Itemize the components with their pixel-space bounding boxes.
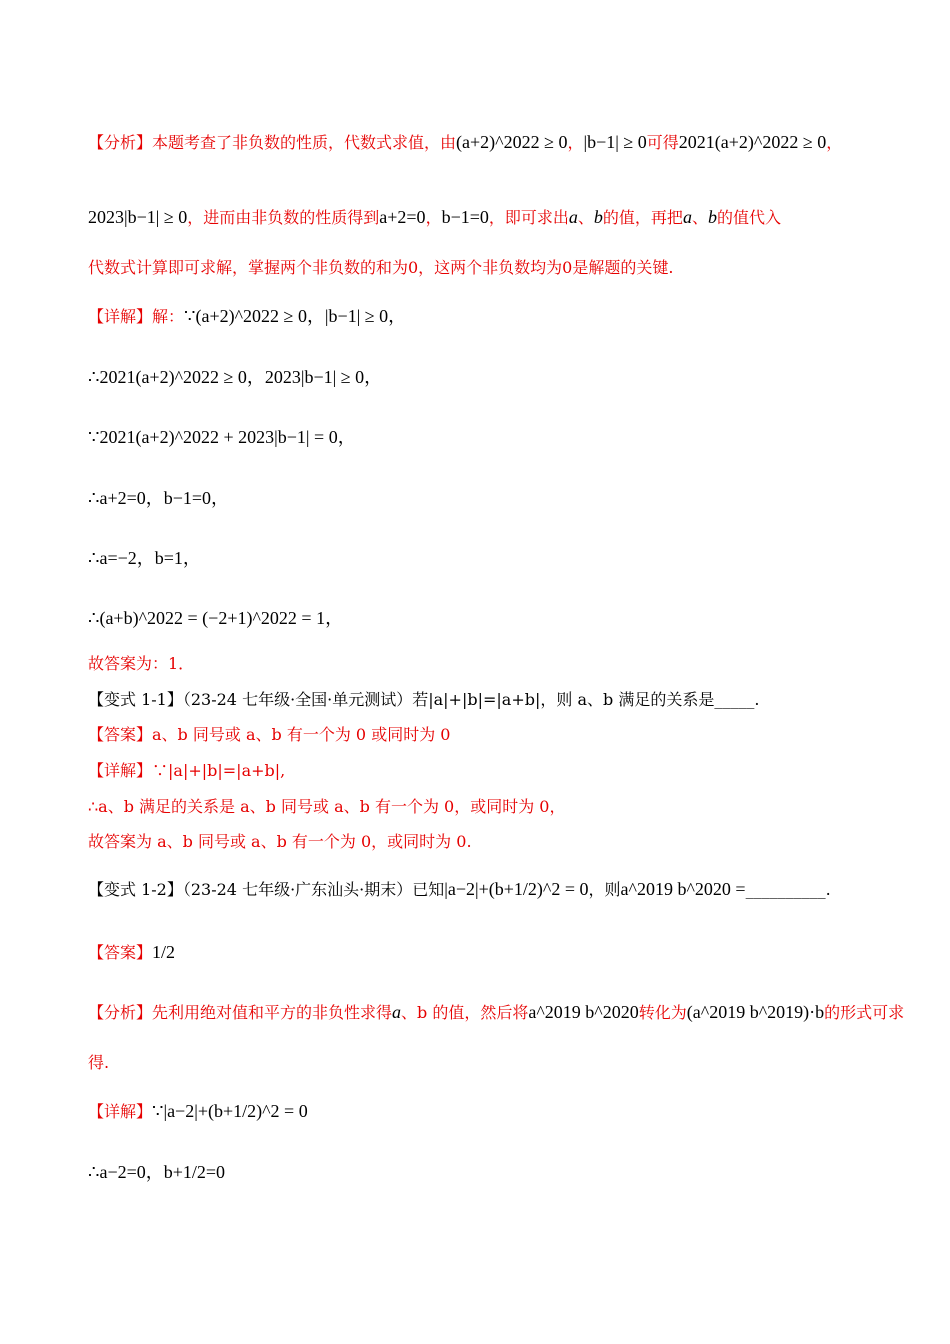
math-expression: a^2019 b^2020 =: [620, 879, 746, 899]
detail-label: 【详解】: [88, 1102, 153, 1121]
separator: 、: [577, 208, 594, 227]
analysis-line-1: [88, 130, 862, 155]
math-expression: ∵|a−2|+(b+1/2)^2 = 0: [152, 1101, 308, 1121]
variant-1-2-question: [88, 877, 862, 902]
analysis-text: 可得: [646, 133, 679, 152]
detail-line-1: [88, 304, 862, 329]
analysis-line-3: 代数式计算即可求解，掌握两个非负数的和为0，这两个非负数均为0是解题的关键.: [88, 258, 674, 277]
math-variable: b: [593, 207, 603, 227]
detail-prefix: 解：: [152, 307, 185, 326]
detail-step-5: ∴a=−2，b=1，: [88, 548, 201, 568]
detail-label: 【详解】: [88, 761, 153, 780]
math-expression: b−1=0: [441, 207, 489, 227]
answer-blank: __________: [745, 880, 826, 899]
math-expression: ∵(a+2)^2022 ≥ 0，|b−1| ≥ 0，: [184, 306, 407, 326]
question-text: ，则: [588, 880, 621, 899]
variant-1-1-answer: [88, 723, 862, 747]
detail-label: 【详解】: [88, 307, 153, 326]
analysis-text: ，即可求出: [488, 208, 569, 227]
answer-text: a、b 同号或 a、b 有一个为 0 或同时为 0: [152, 725, 451, 744]
variant-1-1-detail-2: ∴a、b 满足的关系是 a、b 同号或 a、b 有一个为 0，或同时为 0，: [88, 797, 566, 816]
analysis-label: 【分析】: [88, 133, 153, 152]
variant-1-1-question: 【变式 1-1】（23-24 七年级·全国·单元测试）若|a|+|b|=|a+b|，则 a、b 满足的关系是_____.: [88, 690, 760, 709]
math-variable: a: [568, 207, 578, 227]
detail-step-4: ∴a+2=0，b−1=0，: [88, 488, 230, 508]
detail-step-2: ∴2021(a+2)^2022 ≥ 0，2023|b−1| ≥ 0，: [88, 367, 383, 387]
separator: ，: [567, 133, 584, 152]
variant-1-2-analysis: [88, 1000, 905, 1025]
detail-text: ∵|a|+|b|=|a+b|,: [152, 761, 286, 780]
variant-1-2-detail: [88, 1099, 862, 1124]
math-expression: |a−2|+(b+1/2)^2 = 0: [444, 879, 589, 899]
math-expression: 2023|b−1| ≥ 0: [88, 207, 188, 227]
math-variable: b: [707, 207, 717, 227]
math-variable: a: [392, 1002, 402, 1022]
question-label: 【变式 1-2】（23-24 七年级·广东汕头·期末）已知: [88, 880, 445, 899]
analysis-line-2: [88, 205, 862, 230]
analysis-text: ，进而由非负数的性质得到: [187, 208, 380, 227]
analysis-text: 转化为: [638, 1003, 687, 1022]
math-expression: (a^2019 b^2019)·b: [686, 1002, 825, 1022]
analysis-text: 、b 的值，然后将: [401, 1003, 529, 1022]
variant-1-2-detail-2: ∴a−2=0，b+1/2=0: [88, 1162, 226, 1182]
analysis-text: 的形式可求: [824, 1003, 905, 1022]
analysis-text: 的值代入: [716, 208, 781, 227]
answer-label: 【答案】: [88, 725, 153, 744]
answer-fraction: 1/2: [152, 942, 176, 962]
math-expression: a^2019 b^2020: [528, 1002, 639, 1022]
variant-1-1-detail: [88, 759, 862, 783]
math-expression: |b−1| ≥ 0: [583, 132, 647, 152]
analysis-label: 【分析】: [88, 1003, 153, 1022]
answer-label: 【答案】: [88, 943, 153, 962]
separator: ，: [425, 208, 442, 227]
detail-step-6: ∴(a+b)^2022 = (−2+1)^2022 = 1，: [88, 608, 344, 628]
separator: ，: [826, 133, 843, 152]
math-expression: a+2=0: [379, 207, 426, 227]
variant-1-1-detail-3: 故答案为 a、b 同号或 a、b 有一个为 0，或同时为 0.: [88, 832, 472, 851]
analysis-text: 本题考查了非负数的性质，代数式求值，由: [152, 133, 457, 152]
analysis-text: 先利用绝对值和平方的非负性求得: [152, 1003, 393, 1022]
question-end: .: [825, 880, 831, 899]
detail-answer: 故答案为：1．: [88, 654, 195, 673]
variant-1-2-answer: [88, 940, 862, 965]
math-expression: (a+2)^2022 ≥ 0: [456, 132, 568, 152]
analysis-text: 的值，再把: [602, 208, 683, 227]
variant-1-2-analysis-2: 得.: [88, 1053, 110, 1072]
math-variable: a: [682, 207, 692, 227]
detail-step-3: ∵2021(a+2)^2022 + 2023|b−1| = 0，: [88, 427, 356, 447]
separator: 、: [691, 208, 708, 227]
math-expression: 2021(a+2)^2022 ≥ 0: [678, 132, 827, 152]
